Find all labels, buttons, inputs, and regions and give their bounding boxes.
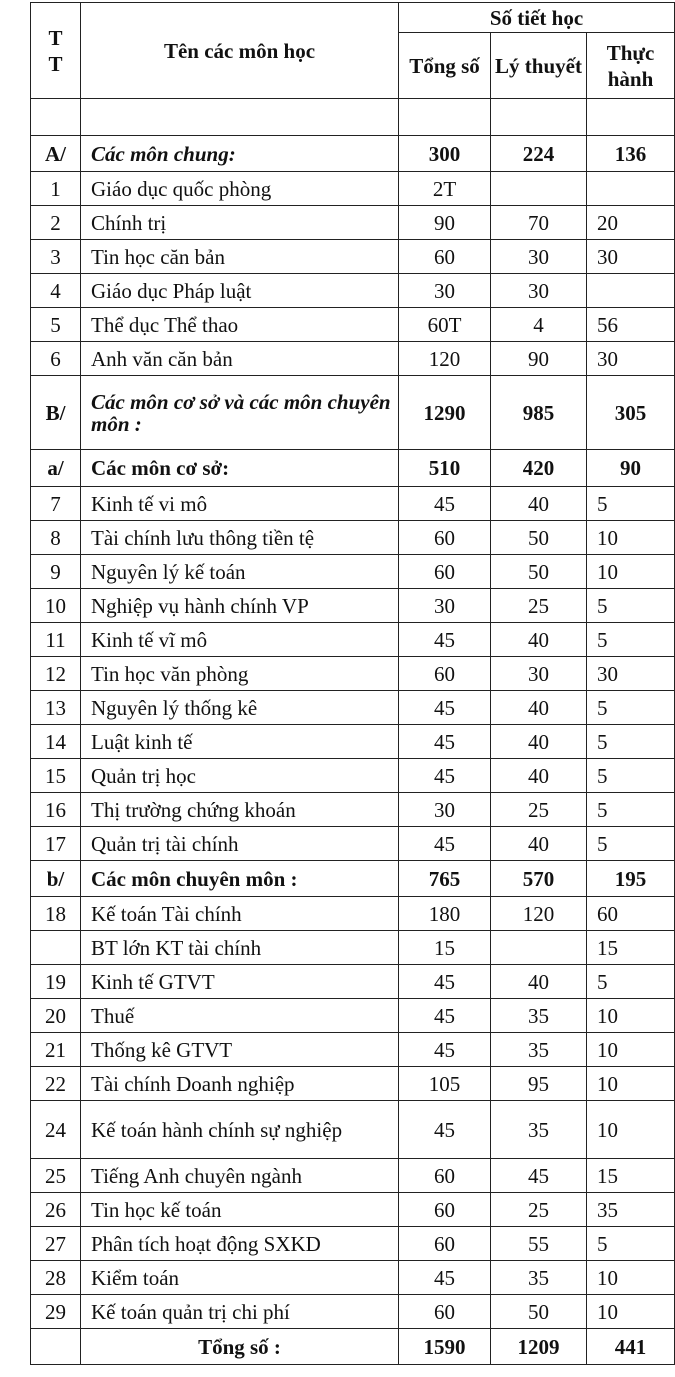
theory-hours: 90	[491, 342, 587, 376]
subject-name: BT lớn KT tài chính	[81, 931, 399, 965]
row-number: 24	[31, 1101, 81, 1159]
row-number: 22	[31, 1067, 81, 1101]
row-number: a/	[31, 450, 81, 487]
table-row	[31, 1033, 675, 1067]
total-hours: 45	[399, 999, 491, 1033]
subject-name: Nguyên lý thống kê	[81, 691, 399, 725]
theory-hours: 40	[491, 965, 587, 999]
subject-name: Tài chính Doanh nghiệp	[81, 1067, 399, 1101]
total-hours: 45	[399, 827, 491, 861]
practice-hours: 20	[587, 206, 675, 240]
row-number: 19	[31, 965, 81, 999]
practice-hours: 10	[587, 999, 675, 1033]
total-hours: 45	[399, 1261, 491, 1295]
table-row	[31, 793, 675, 827]
row-number: 15	[31, 759, 81, 793]
practice-hours: 5	[587, 1227, 675, 1261]
practice-hours: 5	[587, 759, 675, 793]
table-row	[31, 450, 675, 487]
total-row-label: Tổng số :	[81, 1329, 399, 1365]
theory-hours: 30	[491, 240, 587, 274]
table-body	[31, 99, 675, 1329]
table-row	[31, 99, 675, 136]
practice-hours: 5	[587, 827, 675, 861]
subject-name: Kế toán Tài chính	[81, 897, 399, 931]
total-row-tt	[31, 1329, 81, 1365]
practice-hours: 5	[587, 691, 675, 725]
table-row	[31, 1193, 675, 1227]
total-hours: 45	[399, 691, 491, 725]
theory-hours: 420	[491, 450, 587, 487]
table-row	[31, 206, 675, 240]
table-row	[31, 136, 675, 172]
row-number	[31, 931, 81, 965]
practice-hours: 5	[587, 725, 675, 759]
row-number: 21	[31, 1033, 81, 1067]
subject-name: Tin học kế toán	[81, 1193, 399, 1227]
table-row	[31, 1067, 675, 1101]
table-row	[31, 487, 675, 521]
theory-hours: 50	[491, 1295, 587, 1329]
practice-hours: 35	[587, 1193, 675, 1227]
theory-hours: 50	[491, 555, 587, 589]
total-hours: 60	[399, 240, 491, 274]
total-hours: 60	[399, 521, 491, 555]
row-number: 17	[31, 827, 81, 861]
row-number: 12	[31, 657, 81, 691]
total-hours: 60	[399, 1295, 491, 1329]
total-hours: 45	[399, 1101, 491, 1159]
theory-hours: 40	[491, 827, 587, 861]
table-row	[31, 827, 675, 861]
theory-hours: 25	[491, 589, 587, 623]
practice-hours	[587, 99, 675, 136]
theory-hours: 30	[491, 274, 587, 308]
row-number: 5	[31, 308, 81, 342]
total-hours: 45	[399, 725, 491, 759]
total-hours: 45	[399, 623, 491, 657]
table-row	[31, 965, 675, 999]
subject-name: Chính trị	[81, 206, 399, 240]
theory-hours: 4	[491, 308, 587, 342]
theory-hours: 985	[491, 376, 587, 450]
table-row	[31, 1159, 675, 1193]
row-number: 29	[31, 1295, 81, 1329]
theory-hours: 40	[491, 725, 587, 759]
table-row	[31, 691, 675, 725]
table-row	[31, 1101, 675, 1159]
practice-hours: 5	[587, 965, 675, 999]
row-number: A/	[31, 136, 81, 172]
curriculum-table	[30, 2, 675, 1365]
total-hours: 300	[399, 136, 491, 172]
row-number: 3	[31, 240, 81, 274]
theory-hours: 40	[491, 691, 587, 725]
practice-hours: 305	[587, 376, 675, 450]
subject-name: Thị trường chứng khoán	[81, 793, 399, 827]
total-hours	[399, 99, 491, 136]
theory-hours: 95	[491, 1067, 587, 1101]
theory-hours: 40	[491, 759, 587, 793]
theory-hours: 570	[491, 861, 587, 897]
table-row	[31, 308, 675, 342]
table-row	[31, 897, 675, 931]
practice-hours: 10	[587, 1295, 675, 1329]
table-row	[31, 759, 675, 793]
row-number: 1	[31, 172, 81, 206]
table-row	[31, 725, 675, 759]
row-number: 7	[31, 487, 81, 521]
row-number: 9	[31, 555, 81, 589]
row-number: 6	[31, 342, 81, 376]
table-row	[31, 861, 675, 897]
row-number: 18	[31, 897, 81, 931]
row-number: 10	[31, 589, 81, 623]
theory-hours: 120	[491, 897, 587, 931]
theory-hours	[491, 172, 587, 206]
total-hours: 765	[399, 861, 491, 897]
practice-hours: 10	[587, 1067, 675, 1101]
row-number: b/	[31, 861, 81, 897]
table-row	[31, 1227, 675, 1261]
total-row-theory: 1209	[491, 1329, 587, 1365]
subject-name: Nghiệp vụ hành chính VP	[81, 589, 399, 623]
row-number: 25	[31, 1159, 81, 1193]
practice-hours: 30	[587, 657, 675, 691]
theory-hours: 25	[491, 793, 587, 827]
total-row	[31, 1329, 675, 1365]
row-number: 27	[31, 1227, 81, 1261]
total-row-total: 1590	[399, 1329, 491, 1365]
subject-name: Kinh tế vĩ mô	[81, 623, 399, 657]
total-hours: 60	[399, 1193, 491, 1227]
subject-name: Kế toán hành chính sự nghiệp	[81, 1101, 399, 1159]
row-number: 11	[31, 623, 81, 657]
theory-hours: 25	[491, 1193, 587, 1227]
subject-name: Tiếng Anh chuyên ngành	[81, 1159, 399, 1193]
practice-hours: 5	[587, 589, 675, 623]
subject-name: Giáo dục Pháp luật	[81, 274, 399, 308]
row-number: 20	[31, 999, 81, 1033]
subject-name: Tài chính lưu thông tiền tệ	[81, 521, 399, 555]
practice-hours: 60	[587, 897, 675, 931]
total-hours: 45	[399, 965, 491, 999]
theory-hours: 224	[491, 136, 587, 172]
total-hours: 1290	[399, 376, 491, 450]
table-header	[31, 3, 675, 99]
subject-name: Luật kinh tế	[81, 725, 399, 759]
practice-hours	[587, 172, 675, 206]
theory-hours: 45	[491, 1159, 587, 1193]
hours-header: Số tiết học	[399, 3, 675, 33]
practice-hours: 10	[587, 521, 675, 555]
total-hours: 15	[399, 931, 491, 965]
row-number	[31, 99, 81, 136]
table-row	[31, 555, 675, 589]
subject-name: Anh văn căn bản	[81, 342, 399, 376]
practice-hours: 5	[587, 793, 675, 827]
table-row	[31, 376, 675, 450]
subject-name: Giáo dục quốc phòng	[81, 172, 399, 206]
subject-name: Thuế	[81, 999, 399, 1033]
total-hours: 45	[399, 487, 491, 521]
subject-name: Các môn cơ sở:	[81, 450, 399, 487]
total-hours: 60	[399, 1227, 491, 1261]
row-number: 14	[31, 725, 81, 759]
table-row	[31, 240, 675, 274]
total-hours: 60	[399, 657, 491, 691]
subject-name	[81, 99, 399, 136]
theory-header: Lý thuyết	[491, 33, 587, 99]
row-number: 28	[31, 1261, 81, 1295]
total-hours: 120	[399, 342, 491, 376]
total-hours: 30	[399, 793, 491, 827]
total-hours: 45	[399, 759, 491, 793]
row-number: B/	[31, 376, 81, 450]
theory-hours: 35	[491, 1101, 587, 1159]
table-row	[31, 589, 675, 623]
table-row	[31, 172, 675, 206]
subject-name: Quản trị học	[81, 759, 399, 793]
total-hours: 180	[399, 897, 491, 931]
practice-header: Thực hành	[587, 33, 675, 99]
theory-hours: 55	[491, 1227, 587, 1261]
total-hours: 60	[399, 555, 491, 589]
theory-hours	[491, 99, 587, 136]
theory-hours	[491, 931, 587, 965]
theory-hours: 70	[491, 206, 587, 240]
practice-hours: 30	[587, 342, 675, 376]
total-hours: 105	[399, 1067, 491, 1101]
total-hours: 30	[399, 274, 491, 308]
table-row	[31, 999, 675, 1033]
theory-hours: 35	[491, 1261, 587, 1295]
subject-name: Kinh tế vi mô	[81, 487, 399, 521]
table-row	[31, 623, 675, 657]
tt-header: T T	[31, 3, 81, 99]
practice-hours: 5	[587, 623, 675, 657]
subject-name: Thể dục Thể thao	[81, 308, 399, 342]
subject-name: Các môn cơ sở và các môn chuyên môn :	[81, 376, 399, 450]
subject-name: Phân tích hoạt động SXKD	[81, 1227, 399, 1261]
subject-name: Thống kê GTVT	[81, 1033, 399, 1067]
table-row	[31, 521, 675, 555]
row-number: 8	[31, 521, 81, 555]
practice-hours: 5	[587, 487, 675, 521]
theory-hours: 40	[491, 487, 587, 521]
row-number: 16	[31, 793, 81, 827]
practice-hours: 15	[587, 1159, 675, 1193]
practice-hours: 30	[587, 240, 675, 274]
theory-hours: 30	[491, 657, 587, 691]
total-hours: 90	[399, 206, 491, 240]
practice-hours: 195	[587, 861, 675, 897]
subject-name: Quản trị tài chính	[81, 827, 399, 861]
table-row	[31, 1295, 675, 1329]
theory-hours: 35	[491, 1033, 587, 1067]
row-number: 2	[31, 206, 81, 240]
total-hours: 30	[399, 589, 491, 623]
total-hours: 2T	[399, 172, 491, 206]
total-hours: 60	[399, 1159, 491, 1193]
subject-name: Các môn chung:	[81, 136, 399, 172]
practice-hours: 15	[587, 931, 675, 965]
subject-name: Các môn chuyên môn :	[81, 861, 399, 897]
subject-name: Tin học văn phòng	[81, 657, 399, 691]
total-hours: 45	[399, 1033, 491, 1067]
table-row	[31, 931, 675, 965]
table-row	[31, 657, 675, 691]
practice-hours	[587, 274, 675, 308]
row-number: 26	[31, 1193, 81, 1227]
subject-name: Kế toán quản trị chi phí	[81, 1295, 399, 1329]
subject-name: Nguyên lý kế toán	[81, 555, 399, 589]
total-hours: 60T	[399, 308, 491, 342]
practice-hours: 10	[587, 1261, 675, 1295]
subject-header: Tên các môn học	[81, 3, 399, 99]
row-number: 4	[31, 274, 81, 308]
practice-hours: 10	[587, 1033, 675, 1067]
subject-name: Kinh tế GTVT	[81, 965, 399, 999]
theory-hours: 35	[491, 999, 587, 1033]
practice-hours: 56	[587, 308, 675, 342]
theory-hours: 40	[491, 623, 587, 657]
practice-hours: 10	[587, 1101, 675, 1159]
theory-hours: 50	[491, 521, 587, 555]
practice-hours: 136	[587, 136, 675, 172]
table-row	[31, 274, 675, 308]
subject-name: Kiểm toán	[81, 1261, 399, 1295]
practice-hours: 90	[587, 450, 675, 487]
row-number: 13	[31, 691, 81, 725]
subject-name: Tin học căn bản	[81, 240, 399, 274]
total-header: Tổng số	[399, 33, 491, 99]
table-row	[31, 342, 675, 376]
practice-hours: 10	[587, 555, 675, 589]
total-row-practice: 441	[587, 1329, 675, 1365]
total-hours: 510	[399, 450, 491, 487]
table-row	[31, 1261, 675, 1295]
